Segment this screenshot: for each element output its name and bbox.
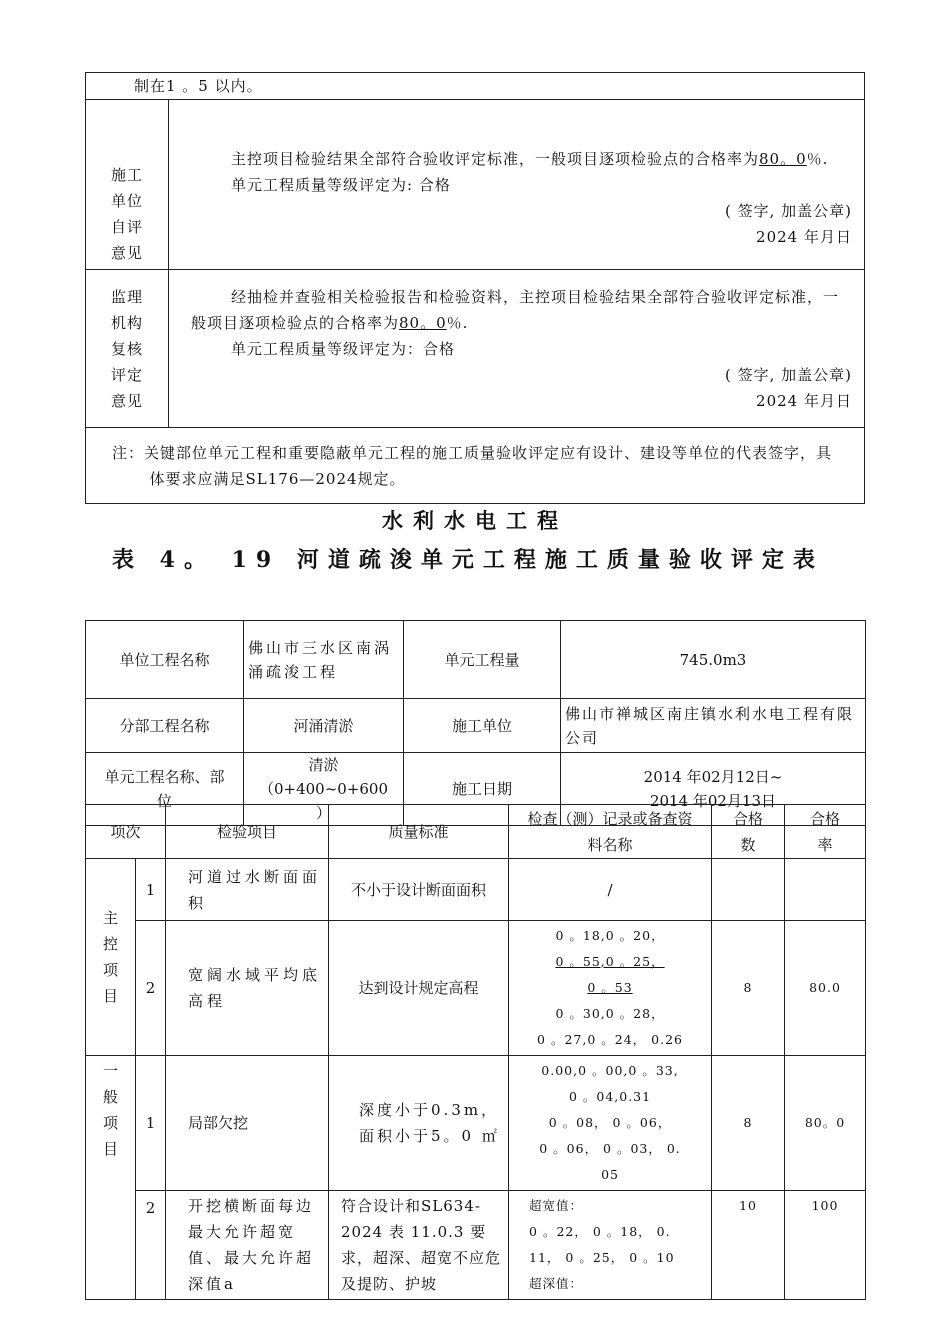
main-1-rate xyxy=(785,859,866,921)
inspection-table xyxy=(85,804,866,1300)
general-2-record: 超宽值： 0 。22， 0 。18， 0. 11， 0 。25， 0 。10 超深值： xyxy=(509,1191,712,1300)
unit-info-table xyxy=(85,620,866,826)
sub-project-label: 分部工程名称 xyxy=(86,699,244,753)
contractor-label: 施工单位 xyxy=(404,699,561,753)
main-1-item: 河道过水断面面积 xyxy=(166,859,329,921)
header-record: 检查（测）记录或备查资料名称 xyxy=(509,805,712,859)
main-items-label: 主控项目 xyxy=(86,859,136,1056)
construction-label: 施工 单位 自评 意见 xyxy=(86,100,169,270)
supervision-rate: 80。0 xyxy=(399,314,447,332)
construction-rate: 80。0 xyxy=(759,150,807,168)
general-2-no: 2 xyxy=(136,1191,166,1300)
general-1-item: 局部欠挖 xyxy=(166,1056,329,1191)
date-value: 2014 年02月12日~ 2014 年02月13日 xyxy=(561,753,866,826)
main-1-no: 1 xyxy=(136,859,166,921)
general-1-standard: 深度小于0.3m，面积小于5。0 ㎡ xyxy=(329,1056,509,1191)
supervision-opinion: 经抽检并查验相关检验报告和检验资料，主控项目检验结果全部符合验收评定标准，一般项目逐项检验点的合格率为80。0％. 单元工程质量等级评定为：合格 ( 签字, 加盖公章) 2024 年月日 xyxy=(169,270,865,428)
header-quality-standard: 质量标准 xyxy=(329,805,509,859)
construction-sign: ( 签字, 加盖公章) xyxy=(724,202,852,220)
note: 注：关键部位单元工程和重要隐蔽单元工程的施工质量验收评定应有设计、建设等单位的代表签字，具体要求应满足SL176—2024规定。 xyxy=(86,428,865,504)
general-1-count: 8 xyxy=(712,1056,785,1191)
general-1-record: 0.00,0 。00,0 。33, 0 。04,0.31 0 。08， 0 。06， 0 。06， 0 。03， 0. 05 xyxy=(509,1056,712,1191)
unit-quantity-value: 745.0m3 xyxy=(561,621,866,699)
unit-project-value: 佛山市三水区南涡涌疏浚工程 xyxy=(244,621,404,699)
heading-line1: 水利水电工程 xyxy=(382,508,568,533)
main-1-record: / xyxy=(509,859,712,921)
main-1-standard: 不小于设计断面面积 xyxy=(329,859,509,921)
part-value: 清淤（0+400~0+600 ） xyxy=(244,753,404,826)
main-2-count: 8 xyxy=(712,921,785,1056)
general-2-count: 10 xyxy=(712,1191,785,1300)
form-title: 表 4。 19 河道疏浚单元工程施工质量验收评定表 xyxy=(112,547,824,573)
header-qualified-count: 合格数 xyxy=(712,805,785,859)
part-label: 单元工程名称、部位 xyxy=(86,753,244,826)
unit-quantity-label: 单元工程量 xyxy=(404,621,561,699)
general-2-item: 开挖横断面每边最大允许超宽值、最大允许超深值a xyxy=(166,1191,329,1300)
general-1-rate: 80。0 xyxy=(785,1056,866,1191)
main-1-count xyxy=(712,859,785,921)
header-qualified-rate: 合格率 xyxy=(785,805,866,859)
general-items-label: 一般项目 xyxy=(86,1056,136,1300)
main-2-standard: 达到设计规定高程 xyxy=(329,921,509,1056)
header-item-no: 项次 xyxy=(86,805,166,859)
general-1-no: 1 xyxy=(136,1056,166,1191)
supervision-sign: ( 签字, 加盖公章) xyxy=(724,366,852,384)
main-2-rate: 80.0 xyxy=(785,921,866,1056)
general-2-standard: 符合设计和SL634-2024 表 11.0.3 要求，超深、超宽不应危及提防、护坡 xyxy=(329,1191,509,1300)
date-label: 施工日期 xyxy=(404,753,561,826)
evaluation-opinion-table xyxy=(85,72,865,504)
continued-text: 制在1 。5 以内。 xyxy=(86,73,865,100)
construction-date: 2024 年月日 xyxy=(756,228,852,246)
unit-project-label: 单位工程名称 xyxy=(86,621,244,699)
sub-project-value: 河涌清淤 xyxy=(244,699,404,753)
supervision-label: 监理 机构 复核 评定 意见 xyxy=(86,270,169,428)
main-2-no: 2 xyxy=(136,921,166,1056)
main-2-record: 0 。18,0 。20， 0 。55,0 。25， 0 。53 0 。30,0 。28， 0 。27,0 。24， 0.26 xyxy=(509,921,712,1056)
construction-opinion: 主控项目检验结果全部符合验收评定标准，一般项目逐项检验点的合格率为80。0％. 单元工程质量等级评定为: 合格 ( 签字, 加盖公章) 2024 年月日 xyxy=(169,100,865,270)
main-2-item: 宽阔水域平均底高程 xyxy=(166,921,329,1056)
general-2-rate: 100 xyxy=(785,1191,866,1300)
contractor-value: 佛山市禅城区南庄镇水利水电工程有限公司 xyxy=(561,699,866,753)
header-inspection-item: 检验项目 xyxy=(166,805,329,859)
supervision-date: 2024 年月日 xyxy=(756,392,852,410)
